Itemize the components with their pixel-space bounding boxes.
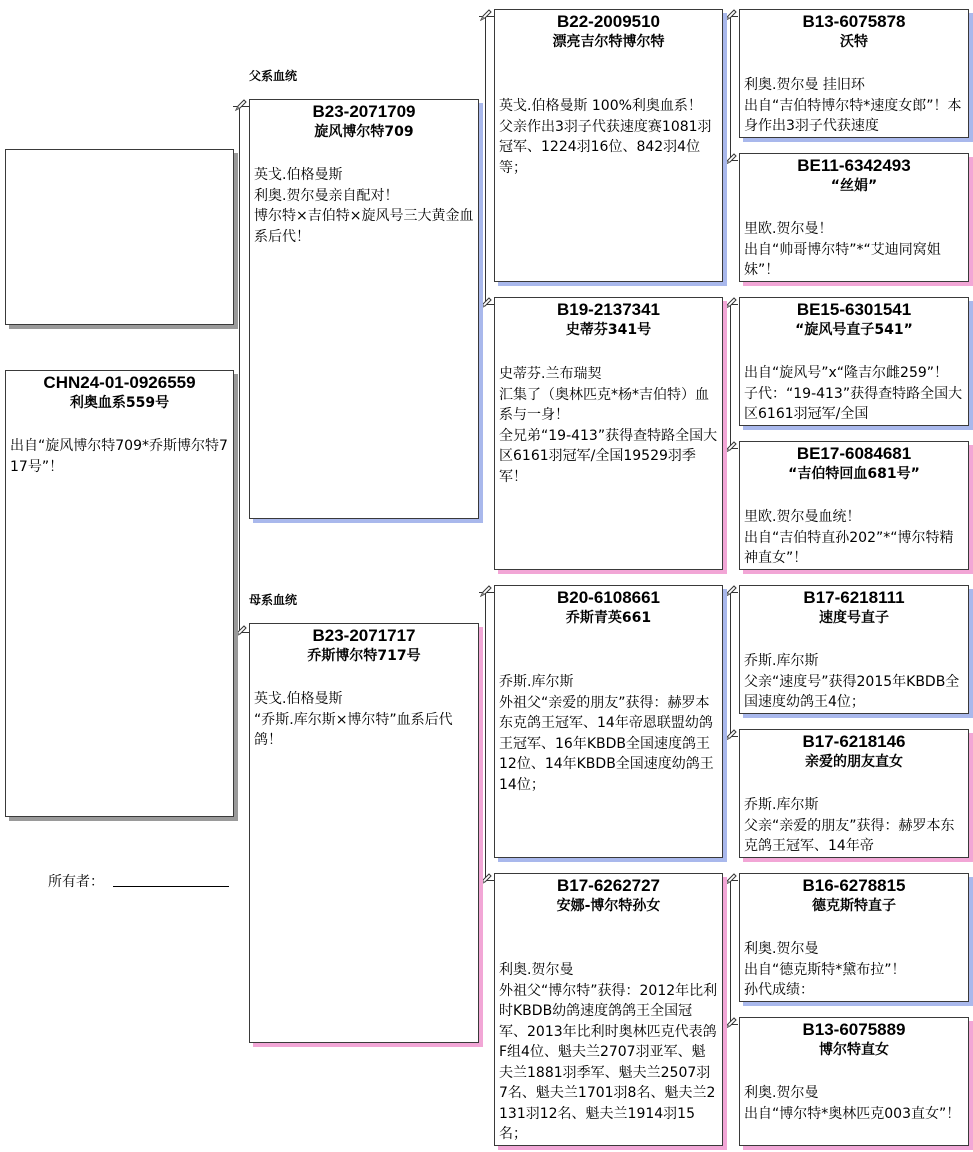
pedigree-card-sire[interactable]	[249, 99, 479, 519]
pigeon-name: 乔斯青英661	[565, 610, 652, 626]
pigeon-description: 史蒂芬.兰布瑞契 汇集了（奥林匹克*杨*吉伯特）血系与一身！ 全兄弟“19-413”获得查特路全国大区6161羽冠军/全国19529羽季军！	[499, 366, 718, 485]
pencil-icon[interactable]	[479, 872, 493, 886]
ring-number: CHN24-01-0926559	[43, 373, 196, 392]
pedigree-card-ssd[interactable]	[739, 153, 969, 282]
pigeon-name: “旋风号直子541”	[795, 322, 913, 338]
ring-number: B17-6262727	[556, 876, 661, 895]
pedigree-card-sdd[interactable]	[739, 441, 969, 570]
ring-number: B23-2071709	[312, 102, 416, 121]
owner-label: 所有者：	[48, 874, 104, 890]
pedigree-card-dam[interactable]	[249, 623, 479, 1043]
pigeon-name: “丝娟”	[830, 178, 878, 194]
pigeon-description: 利奥.贺尔曼 出自“德克斯特*黛布拉”！ 孙代成绩：	[744, 941, 906, 998]
connector	[730, 880, 731, 1024]
pedigree-card-ddd[interactable]	[739, 1017, 969, 1146]
sire-line-label: 父系血统	[249, 69, 298, 83]
pigeon-description: 英戈.伯格曼斯 100%利奥血系！ 父亲作出3羽子代获速度赛1081羽冠军、1224羽16位、842羽4位等；	[499, 98, 712, 176]
connector	[239, 106, 240, 632]
pencil-icon[interactable]	[724, 152, 738, 166]
pigeon-name: 亲爱的朋友直女	[805, 754, 903, 770]
ring-number: B13-6075878	[802, 12, 906, 31]
pencil-icon[interactable]	[724, 8, 738, 22]
dam-line-label: 母系血统	[249, 593, 298, 607]
ring-number: B19-2137341	[556, 300, 661, 319]
ring-number: BE11-6342493	[797, 156, 911, 175]
pedigree-card-sds[interactable]	[739, 297, 969, 426]
connector	[730, 16, 731, 160]
pedigree-card-sire-sire[interactable]	[494, 9, 723, 282]
pencil-icon[interactable]	[724, 1016, 738, 1030]
pigeon-description: 出自“旋风号”x“隆吉尔雌259”！ 子代：“19-413”获得查特路全国大区6161羽冠军/全国	[744, 365, 963, 422]
pigeon-name: 利奥血系559号	[69, 395, 170, 411]
ring-number: B20-6108661	[556, 588, 661, 607]
pigeon-name: 博尔特直女	[819, 1042, 889, 1058]
pencil-icon[interactable]	[234, 624, 248, 638]
pencil-icon[interactable]	[724, 728, 738, 742]
ring-number: BE15-6301541	[796, 300, 912, 319]
pigeon-description: 乔斯.库尔斯 外祖父“亲爱的朋友”获得：赫罗本东克鸽王冠军、14年帝恩联盟幼鸽王冠军、16年KBDB全国速度鸽王12位、14年KBDB全国速度幼鸽王14位；	[499, 674, 714, 793]
pigeon-description: 出自“旋风博尔特709*乔斯博尔特717号”！	[10, 438, 228, 475]
pigeon-name: 沃特	[840, 34, 868, 50]
pigeon-name: 速度号直子	[819, 610, 889, 626]
ring-number: B16-6278815	[802, 876, 906, 895]
ring-number: B17-6218111	[803, 588, 905, 607]
pencil-icon[interactable]	[724, 296, 738, 310]
pigeon-name: 乔斯博尔特717号	[307, 648, 421, 664]
owner-signature-line[interactable]	[113, 886, 229, 887]
pencil-icon[interactable]	[724, 584, 738, 598]
pigeon-description: 利奥.贺尔曼 出自“博尔特*奥林匹克003直女”！	[744, 1085, 961, 1122]
pedigree-card-dsd[interactable]	[739, 729, 969, 858]
pigeon-description: 乔斯.库尔斯 父亲“速度号”获得2015年KBDB全国速度幼鸽王4位；	[744, 653, 960, 710]
pedigree-card-subject[interactable]	[5, 370, 234, 817]
pigeon-name: 旋风博尔特709	[314, 124, 414, 140]
pigeon-description: 里欧.贺尔曼！ 出自“帅哥博尔特”*“艾迪同窝姐妹”！	[744, 221, 941, 278]
pigeon-name: 史蒂芬341号	[565, 322, 652, 338]
connector	[485, 592, 486, 880]
photo-placeholder	[5, 149, 234, 325]
ring-number: B13-6075889	[802, 1020, 906, 1039]
connector	[730, 304, 731, 448]
pedigree-card-dam-dam[interactable]	[494, 873, 723, 1146]
ring-number: B17-6218146	[802, 732, 906, 751]
pigeon-description: 里欧.贺尔曼血统！ 出自“吉伯特直孙202”*“博尔特精神直女”！	[744, 509, 954, 566]
pencil-icon[interactable]	[234, 98, 248, 112]
pigeon-description: 英戈.伯格曼斯 “乔斯.库尔斯×博尔特”血系后代鸽！	[254, 691, 453, 748]
ring-number: B22-2009510	[556, 12, 661, 31]
ring-number: B23-2071717	[312, 626, 416, 645]
connector	[485, 16, 486, 304]
pedigree-card-sire-dam[interactable]	[494, 297, 723, 570]
pencil-icon[interactable]	[479, 584, 493, 598]
pedigree-card-dam-sire[interactable]	[494, 585, 723, 858]
pencil-icon[interactable]	[479, 8, 493, 22]
pencil-icon[interactable]	[479, 296, 493, 310]
pedigree-card-dds[interactable]	[739, 873, 969, 1002]
pigeon-description: 英戈.伯格曼斯 利奥.贺尔曼亲自配对！ 博尔特×吉伯特×旋风号三大黄金血系后代！	[254, 167, 474, 245]
pigeon-name: 安娜-博尔特孙女	[556, 898, 661, 914]
pigeon-name: 德克斯特直子	[812, 898, 896, 914]
connector	[730, 592, 731, 736]
pigeon-description: 利奥.贺尔曼 挂旧环 出自“吉伯特博尔特*速度女郎”！本身作出3羽子代获速度	[744, 77, 962, 134]
pencil-icon[interactable]	[724, 440, 738, 454]
pigeon-name: “吉伯特回血681号”	[788, 466, 920, 482]
pedigree-card-sss[interactable]	[739, 9, 969, 138]
pigeon-description: 利奥.贺尔曼 外祖父“博尔特”获得：2012年比利时KBDB幼鸽速度鸽鸽王全国冠军、2013年比利时奥林匹克代表鸽F组4位、魁夫兰2707羽亚军、魁夫兰1881羽季军、魁夫兰2507羽7名、魁夫兰1701羽8名、魁夫兰2131羽12名、魁夫兰1914羽15名；	[499, 962, 718, 1142]
pencil-icon[interactable]	[724, 872, 738, 886]
pedigree-card-dss[interactable]	[739, 585, 969, 714]
pigeon-name: 漂亮吉尔特博尔特	[552, 34, 665, 50]
ring-number: BE17-6084681	[796, 444, 912, 463]
pigeon-description: 乔斯.库尔斯 父亲“亲爱的朋友”获得：赫罗本东克鸽王冠军、14年帝	[744, 797, 955, 854]
